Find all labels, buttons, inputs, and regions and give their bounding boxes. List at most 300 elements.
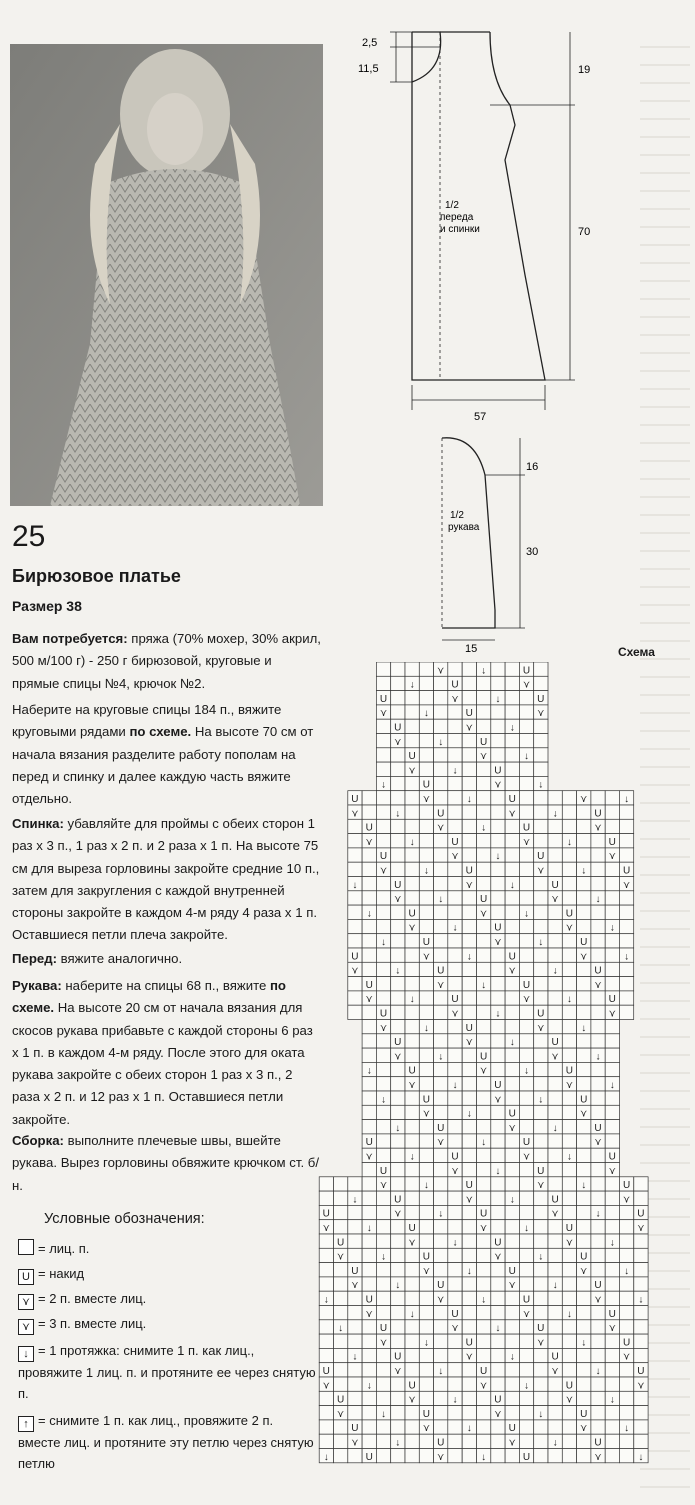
- chart-symbol: ↓: [495, 1008, 501, 1020]
- chart-cell: [434, 691, 448, 705]
- body-label-line1: 1/2: [445, 200, 459, 211]
- chart-symbol: U: [451, 1151, 459, 1163]
- chart-cell: [505, 891, 519, 905]
- chart-cell: [391, 1449, 405, 1463]
- chart-cell: [319, 1277, 333, 1291]
- chart-cell: [634, 1277, 648, 1291]
- chart-symbol: U: [465, 708, 473, 720]
- chart-symbol: ⋎: [365, 994, 373, 1006]
- chart-cell: [376, 1034, 390, 1048]
- chart-cell: [405, 1449, 419, 1463]
- chart-cell: [477, 676, 491, 690]
- chart-cell: [419, 1005, 433, 1019]
- chart-cell: [391, 977, 405, 991]
- chart-cell: [519, 776, 533, 790]
- chart-cell: [419, 962, 433, 976]
- chart-cell: [505, 676, 519, 690]
- chart-symbol: ⋎: [594, 1294, 602, 1306]
- chart-symbol: ⋎: [451, 693, 459, 705]
- legend-text: = лиц. п.: [38, 1241, 90, 1256]
- chart-symbol: ↓: [552, 1280, 558, 1292]
- chart-cell: [634, 1320, 648, 1334]
- chart-cell: [434, 1105, 448, 1119]
- chart-cell: [491, 1120, 505, 1134]
- chart-cell: [577, 1277, 591, 1291]
- chart-cell: [591, 991, 605, 1005]
- chart-symbol: ⋎: [608, 851, 616, 863]
- dim-sleeve-length: 30: [526, 546, 539, 558]
- chart-cell: [591, 1406, 605, 1420]
- stitch-chart: [312, 662, 662, 1472]
- chart-symbol: U: [608, 1151, 616, 1163]
- chart-symbol: U: [537, 693, 545, 705]
- chart-cell: [419, 1148, 433, 1162]
- chart-symbol: ↓: [381, 1408, 386, 1420]
- chart-symbol: U: [565, 1065, 574, 1077]
- chart-symbol: ↓: [624, 1423, 630, 1435]
- chart-symbol: ↓: [624, 794, 630, 805]
- chart-cell: [548, 1020, 562, 1034]
- chart-cell: [362, 1191, 376, 1205]
- k2tog-icon: ⋎: [18, 1294, 34, 1310]
- chart-cell: [477, 1005, 491, 1019]
- chart-symbol: ⋎: [565, 1080, 574, 1091]
- chart-cell: [519, 1248, 533, 1262]
- chart-cell: [348, 1005, 362, 1019]
- chart-cell: [419, 676, 433, 690]
- chart-cell: [376, 1148, 390, 1162]
- chart-symbol: ↓: [466, 1108, 472, 1120]
- chart-cell: [334, 1434, 348, 1448]
- chart-cell: [591, 948, 605, 962]
- chart-symbol: ⋎: [451, 851, 459, 863]
- chart-symbol: ⋎: [408, 1394, 416, 1406]
- chart-cell: [605, 948, 619, 962]
- chart-cell: [548, 862, 562, 876]
- chart-cell: [376, 1205, 390, 1219]
- chart-cell: [562, 1363, 576, 1377]
- chart-cell: [491, 748, 505, 762]
- chart-cell: [462, 848, 476, 862]
- chart-cell: [376, 1420, 390, 1434]
- chart-cell: [448, 1034, 462, 1048]
- legend-item: [18, 1340, 318, 1404]
- chart-cell: [419, 748, 433, 762]
- chart-cell: [534, 1220, 548, 1234]
- chart-cell: [534, 662, 548, 676]
- chart-symbol: ⋎: [494, 1251, 502, 1263]
- chart-symbol: ↓: [509, 722, 515, 734]
- chart-cell: [376, 919, 390, 933]
- chart-symbol: ⋎: [622, 1351, 631, 1363]
- chart-cell: [462, 891, 476, 905]
- chart-cell: [419, 1306, 433, 1320]
- chart-cell: [462, 1449, 476, 1463]
- chart-cell: [448, 819, 462, 833]
- chart-cell: [319, 1348, 333, 1362]
- chart-cell: [477, 762, 491, 776]
- chart-cell: [591, 919, 605, 933]
- chart-symbol: ⋎: [351, 965, 359, 977]
- chart-cell: [619, 805, 633, 819]
- chart-symbol: U: [565, 908, 574, 920]
- chart-symbol: ⋎: [522, 1151, 531, 1163]
- chart-cell: [491, 1134, 505, 1148]
- chart-symbol: ⋎: [394, 894, 402, 906]
- chart-symbol: ⋎: [551, 1208, 559, 1220]
- chart-cell: [548, 1420, 562, 1434]
- chart-cell: [391, 948, 405, 962]
- chart-cell: [405, 1177, 419, 1191]
- chart-cell: [434, 848, 448, 862]
- chart-cell: [405, 1163, 419, 1177]
- chart-symbol: U: [608, 1308, 616, 1320]
- chart-cell: [491, 1034, 505, 1048]
- chart-cell: [619, 819, 633, 833]
- chart-cell: [376, 1105, 390, 1119]
- chart-symbol: U: [351, 1265, 359, 1277]
- chart-cell: [491, 1205, 505, 1219]
- chart-cell: [491, 905, 505, 919]
- chart-symbol: ↓: [352, 879, 358, 891]
- chart-cell: [348, 1234, 362, 1248]
- chart-cell: [491, 991, 505, 1005]
- chart-cell: [519, 791, 533, 805]
- chart-symbol: ↓: [338, 1323, 344, 1335]
- chart-symbol: ↓: [452, 1394, 458, 1406]
- chart-cell: [519, 1205, 533, 1219]
- chart-symbol: ↓: [595, 1051, 601, 1063]
- chart-symbol: U: [351, 794, 359, 805]
- chart-cell: [405, 1420, 419, 1434]
- chart-cell: [434, 1148, 448, 1162]
- chart-cell: [477, 805, 491, 819]
- chart-cell: [405, 1334, 419, 1348]
- chart-symbol: ↓: [524, 908, 529, 920]
- chart-symbol: ↓: [323, 1451, 329, 1463]
- chart-cell: [462, 1248, 476, 1262]
- chart-symbol: ↓: [352, 1351, 358, 1363]
- chart-symbol: ⋎: [451, 1165, 459, 1177]
- chart-cell: [562, 977, 576, 991]
- chart-cell: [391, 676, 405, 690]
- chart-cell: [619, 919, 633, 933]
- chart-cell: [419, 1048, 433, 1062]
- chart-title: Схема: [618, 645, 655, 659]
- chart-cell: [376, 1306, 390, 1320]
- chart-symbol: ↓: [409, 836, 415, 848]
- chart-cell: [491, 1334, 505, 1348]
- chart-symbol: ⋎: [494, 779, 502, 791]
- chart-cell: [477, 1334, 491, 1348]
- chart-cell: [405, 734, 419, 748]
- chart-symbol: ↓: [452, 1080, 458, 1091]
- legend-text: = 1 протяжка: снимите 1 п. как лиц., провяжите 1 лиц. п. и протяните ее через снятую п.: [18, 1343, 316, 1401]
- dim-armhole: 19: [578, 64, 591, 76]
- chart-symbol: ⋎: [394, 1208, 402, 1220]
- chart-symbol: ⋎: [422, 1265, 431, 1277]
- chart-cell: [477, 776, 491, 790]
- chart-cell: [348, 1220, 362, 1234]
- chart-cell: [591, 1077, 605, 1091]
- chart-cell: [491, 1348, 505, 1362]
- chart-cell: [605, 1048, 619, 1062]
- chart-cell: [348, 834, 362, 848]
- chart-cell: [619, 1205, 633, 1219]
- chart-cell: [348, 1291, 362, 1305]
- sleeves-text-c: На высоте 20 см от начала вязания для скосов рукава прибавьте с каждой стороны 6 раз х 1 п. в каждом 4-м ряду. После этого для оката рукава закройте с обеих сторон 1 раз х 3 п., 2 раза х 2 п. и 12 раз х 1 п. Оставшиеся петли закройте.: [12, 1000, 313, 1127]
- chart-symbol: U: [465, 1022, 473, 1034]
- chart-cell: [519, 848, 533, 862]
- chart-symbol: U: [622, 865, 631, 877]
- chart-cell: [591, 1377, 605, 1391]
- chart-cell: [362, 1263, 376, 1277]
- chart-cell: [605, 877, 619, 891]
- chart-cell: [434, 1163, 448, 1177]
- chart-cell: [505, 819, 519, 833]
- chart-cell: [519, 719, 533, 733]
- sleeve-label-line2: рукава: [448, 522, 480, 533]
- chart-cell: [462, 805, 476, 819]
- chart-symbol: U: [551, 1037, 559, 1049]
- chart-cell: [491, 805, 505, 819]
- chart-cell: [434, 1334, 448, 1348]
- chart-cell: [491, 676, 505, 690]
- chart-cell: [534, 1120, 548, 1134]
- chart-symbol: U: [580, 937, 588, 948]
- chart-cell: [491, 1277, 505, 1291]
- chart-symbol: U: [394, 1194, 402, 1206]
- chart-symbol: U: [365, 1294, 373, 1306]
- chart-cell: [491, 1291, 505, 1305]
- chart-cell: [362, 1420, 376, 1434]
- chart-cell: [448, 905, 462, 919]
- chart-cell: [577, 1391, 591, 1405]
- chart-cell: [591, 848, 605, 862]
- chart-cell: [591, 1191, 605, 1205]
- chart-cell: [419, 1391, 433, 1405]
- chart-cell: [519, 1005, 533, 1019]
- chart-cell: [362, 1406, 376, 1420]
- chart-cell: [548, 791, 562, 805]
- chart-symbol: ↓: [438, 1051, 444, 1063]
- chart-symbol: U: [622, 1337, 631, 1349]
- chart-cell: [376, 748, 390, 762]
- chart-cell: [419, 691, 433, 705]
- chart-cell: [534, 1077, 548, 1091]
- chart-cell: [405, 977, 419, 991]
- chart-symbol: ⋎: [437, 1137, 445, 1149]
- chart-cell: [376, 791, 390, 805]
- chart-cell: [448, 977, 462, 991]
- chart-cell: [448, 1434, 462, 1448]
- chart-cell: [362, 1177, 376, 1191]
- chart-symbol: ⋎: [594, 1137, 602, 1149]
- chart-cell: [376, 1062, 390, 1076]
- chart-cell: [419, 905, 433, 919]
- materials-label: Вам потребуется:: [12, 631, 128, 646]
- chart-symbol: U: [580, 1094, 588, 1106]
- chart-cell: [376, 1434, 390, 1448]
- chart-cell: [534, 1306, 548, 1320]
- chart-cell: [519, 1077, 533, 1091]
- pattern-size: Размер 38: [12, 598, 82, 614]
- chart-cell: [362, 1091, 376, 1105]
- chart-cell: [462, 991, 476, 1005]
- chart-symbol: ↓: [481, 665, 487, 677]
- chart-cell: [534, 1148, 548, 1162]
- chart-cell: [419, 1377, 433, 1391]
- chart-cell: [634, 1177, 648, 1191]
- chart-symbol: U: [522, 1137, 531, 1149]
- chart-cell: [619, 1391, 633, 1405]
- chart-cell: [462, 1062, 476, 1076]
- chart-cell: [605, 1449, 619, 1463]
- chart-cell: [562, 1048, 576, 1062]
- chart-cell: [434, 791, 448, 805]
- chart-symbol: ↓: [509, 1194, 515, 1206]
- chart-cell: [548, 1105, 562, 1119]
- chart-cell: [505, 848, 519, 862]
- chart-cell: [419, 877, 433, 891]
- chart-cell: [434, 1062, 448, 1076]
- chart-cell: [548, 1220, 562, 1234]
- chart-cell: [376, 1077, 390, 1091]
- back-label: Спинка:: [12, 816, 64, 831]
- chart-cell: [634, 1306, 648, 1320]
- chart-cell: [519, 805, 533, 819]
- chart-symbol: ⋎: [336, 1251, 345, 1263]
- chart-symbol: ⋎: [379, 865, 388, 877]
- chart-symbol: U: [508, 1108, 516, 1120]
- chart-cell: [605, 819, 619, 833]
- chart-cell: [405, 877, 419, 891]
- chart-cell: [519, 1277, 533, 1291]
- chart-cell: [362, 1277, 376, 1291]
- chart-symbol: ↓: [524, 1223, 529, 1234]
- chart-cell: [362, 1234, 376, 1248]
- chart-cell: [477, 1320, 491, 1334]
- chart-cell: [391, 991, 405, 1005]
- chart-symbol: ⋎: [551, 1366, 559, 1377]
- chart-cell: [491, 1148, 505, 1162]
- chart-symbol: ⋎: [608, 1165, 616, 1177]
- chart-symbol: U: [580, 1251, 588, 1263]
- chart-symbol: ⋎: [351, 808, 359, 820]
- chart-symbol: ↓: [381, 1094, 386, 1106]
- chart-cell: [519, 1434, 533, 1448]
- sleeves-text-a: наберите на спицы 68 п., вяжите: [61, 978, 270, 993]
- chart-symbol: U: [494, 1237, 502, 1249]
- chart-cell: [534, 891, 548, 905]
- chart-cell: [434, 1420, 448, 1434]
- chart-symbol: ↓: [595, 1208, 601, 1220]
- chart-cell: [334, 1191, 348, 1205]
- chart-cell: [348, 919, 362, 933]
- chart-cell: [319, 1406, 333, 1420]
- chart-symbol: ⋎: [580, 1423, 588, 1435]
- chart-cell: [477, 1277, 491, 1291]
- chart-cell: [605, 1406, 619, 1420]
- chart-cell: [405, 934, 419, 948]
- chart-cell: [405, 805, 419, 819]
- chart-symbol: ⋎: [437, 1451, 445, 1463]
- chart-symbol: ⋎: [351, 1280, 359, 1292]
- chart-cell: [605, 891, 619, 905]
- chart-cell: [391, 1334, 405, 1348]
- chart-symbol: ↓: [552, 808, 558, 820]
- chart-cell: [462, 1134, 476, 1148]
- intro-paragraph: [12, 699, 322, 810]
- chart-cell: [405, 776, 419, 790]
- chart-cell: [348, 1205, 362, 1219]
- chart-cell: [448, 1191, 462, 1205]
- chart-cell: [419, 1291, 433, 1305]
- chart-cell: [577, 1163, 591, 1177]
- chart-cell: [405, 1348, 419, 1362]
- chart-cell: [448, 734, 462, 748]
- chart-cell: [448, 1048, 462, 1062]
- chart-cell: [462, 1306, 476, 1320]
- chart-symbol: ↓: [581, 865, 587, 877]
- chart-cell: [534, 977, 548, 991]
- pattern-number: 25: [12, 520, 46, 553]
- chart-symbol: U: [508, 794, 516, 805]
- chart-cell: [419, 762, 433, 776]
- chart-cell: [419, 1234, 433, 1248]
- chart-cell: [619, 962, 633, 976]
- chart-cell: [405, 1320, 419, 1334]
- chart-cell: [519, 1320, 533, 1334]
- chart-cell: [434, 676, 448, 690]
- chart-cell: [391, 905, 405, 919]
- chart-symbol: ↓: [595, 894, 601, 906]
- chart-cell: [534, 1449, 548, 1463]
- chart-symbol: U: [522, 1294, 531, 1306]
- chart-cell: [577, 977, 591, 991]
- chart-cell: [491, 719, 505, 733]
- chart-cell: [405, 1434, 419, 1448]
- chart-symbol: U: [379, 1323, 388, 1335]
- chart-symbol: U: [422, 1094, 431, 1106]
- chart-symbol: ↓: [366, 908, 372, 920]
- chart-cell: [391, 1420, 405, 1434]
- chart-cell: [419, 1120, 433, 1134]
- chart-cell: [505, 1306, 519, 1320]
- chart-symbol: U: [479, 1366, 488, 1377]
- chart-symbol: ↓: [566, 1308, 572, 1320]
- chart-cell: [491, 1220, 505, 1234]
- chart-cell: [505, 734, 519, 748]
- chart-cell: [591, 1391, 605, 1405]
- chart-cell: [462, 977, 476, 991]
- chart-cell: [519, 762, 533, 776]
- chart-cell: [519, 1163, 533, 1177]
- chart-cell: [534, 1291, 548, 1305]
- chart-cell: [605, 1363, 619, 1377]
- chart-symbol: U: [594, 1280, 602, 1292]
- chart-symbol: ⋎: [394, 736, 402, 748]
- chart-cell: [376, 805, 390, 819]
- chart-cell: [505, 977, 519, 991]
- chart-cell: [362, 1034, 376, 1048]
- chart-symbol: ⋎: [494, 937, 502, 948]
- chart-symbol: ⋎: [437, 979, 445, 991]
- chart-cell: [362, 919, 376, 933]
- chart-cell: [577, 962, 591, 976]
- chart-cell: [605, 805, 619, 819]
- chart-cell: [334, 1377, 348, 1391]
